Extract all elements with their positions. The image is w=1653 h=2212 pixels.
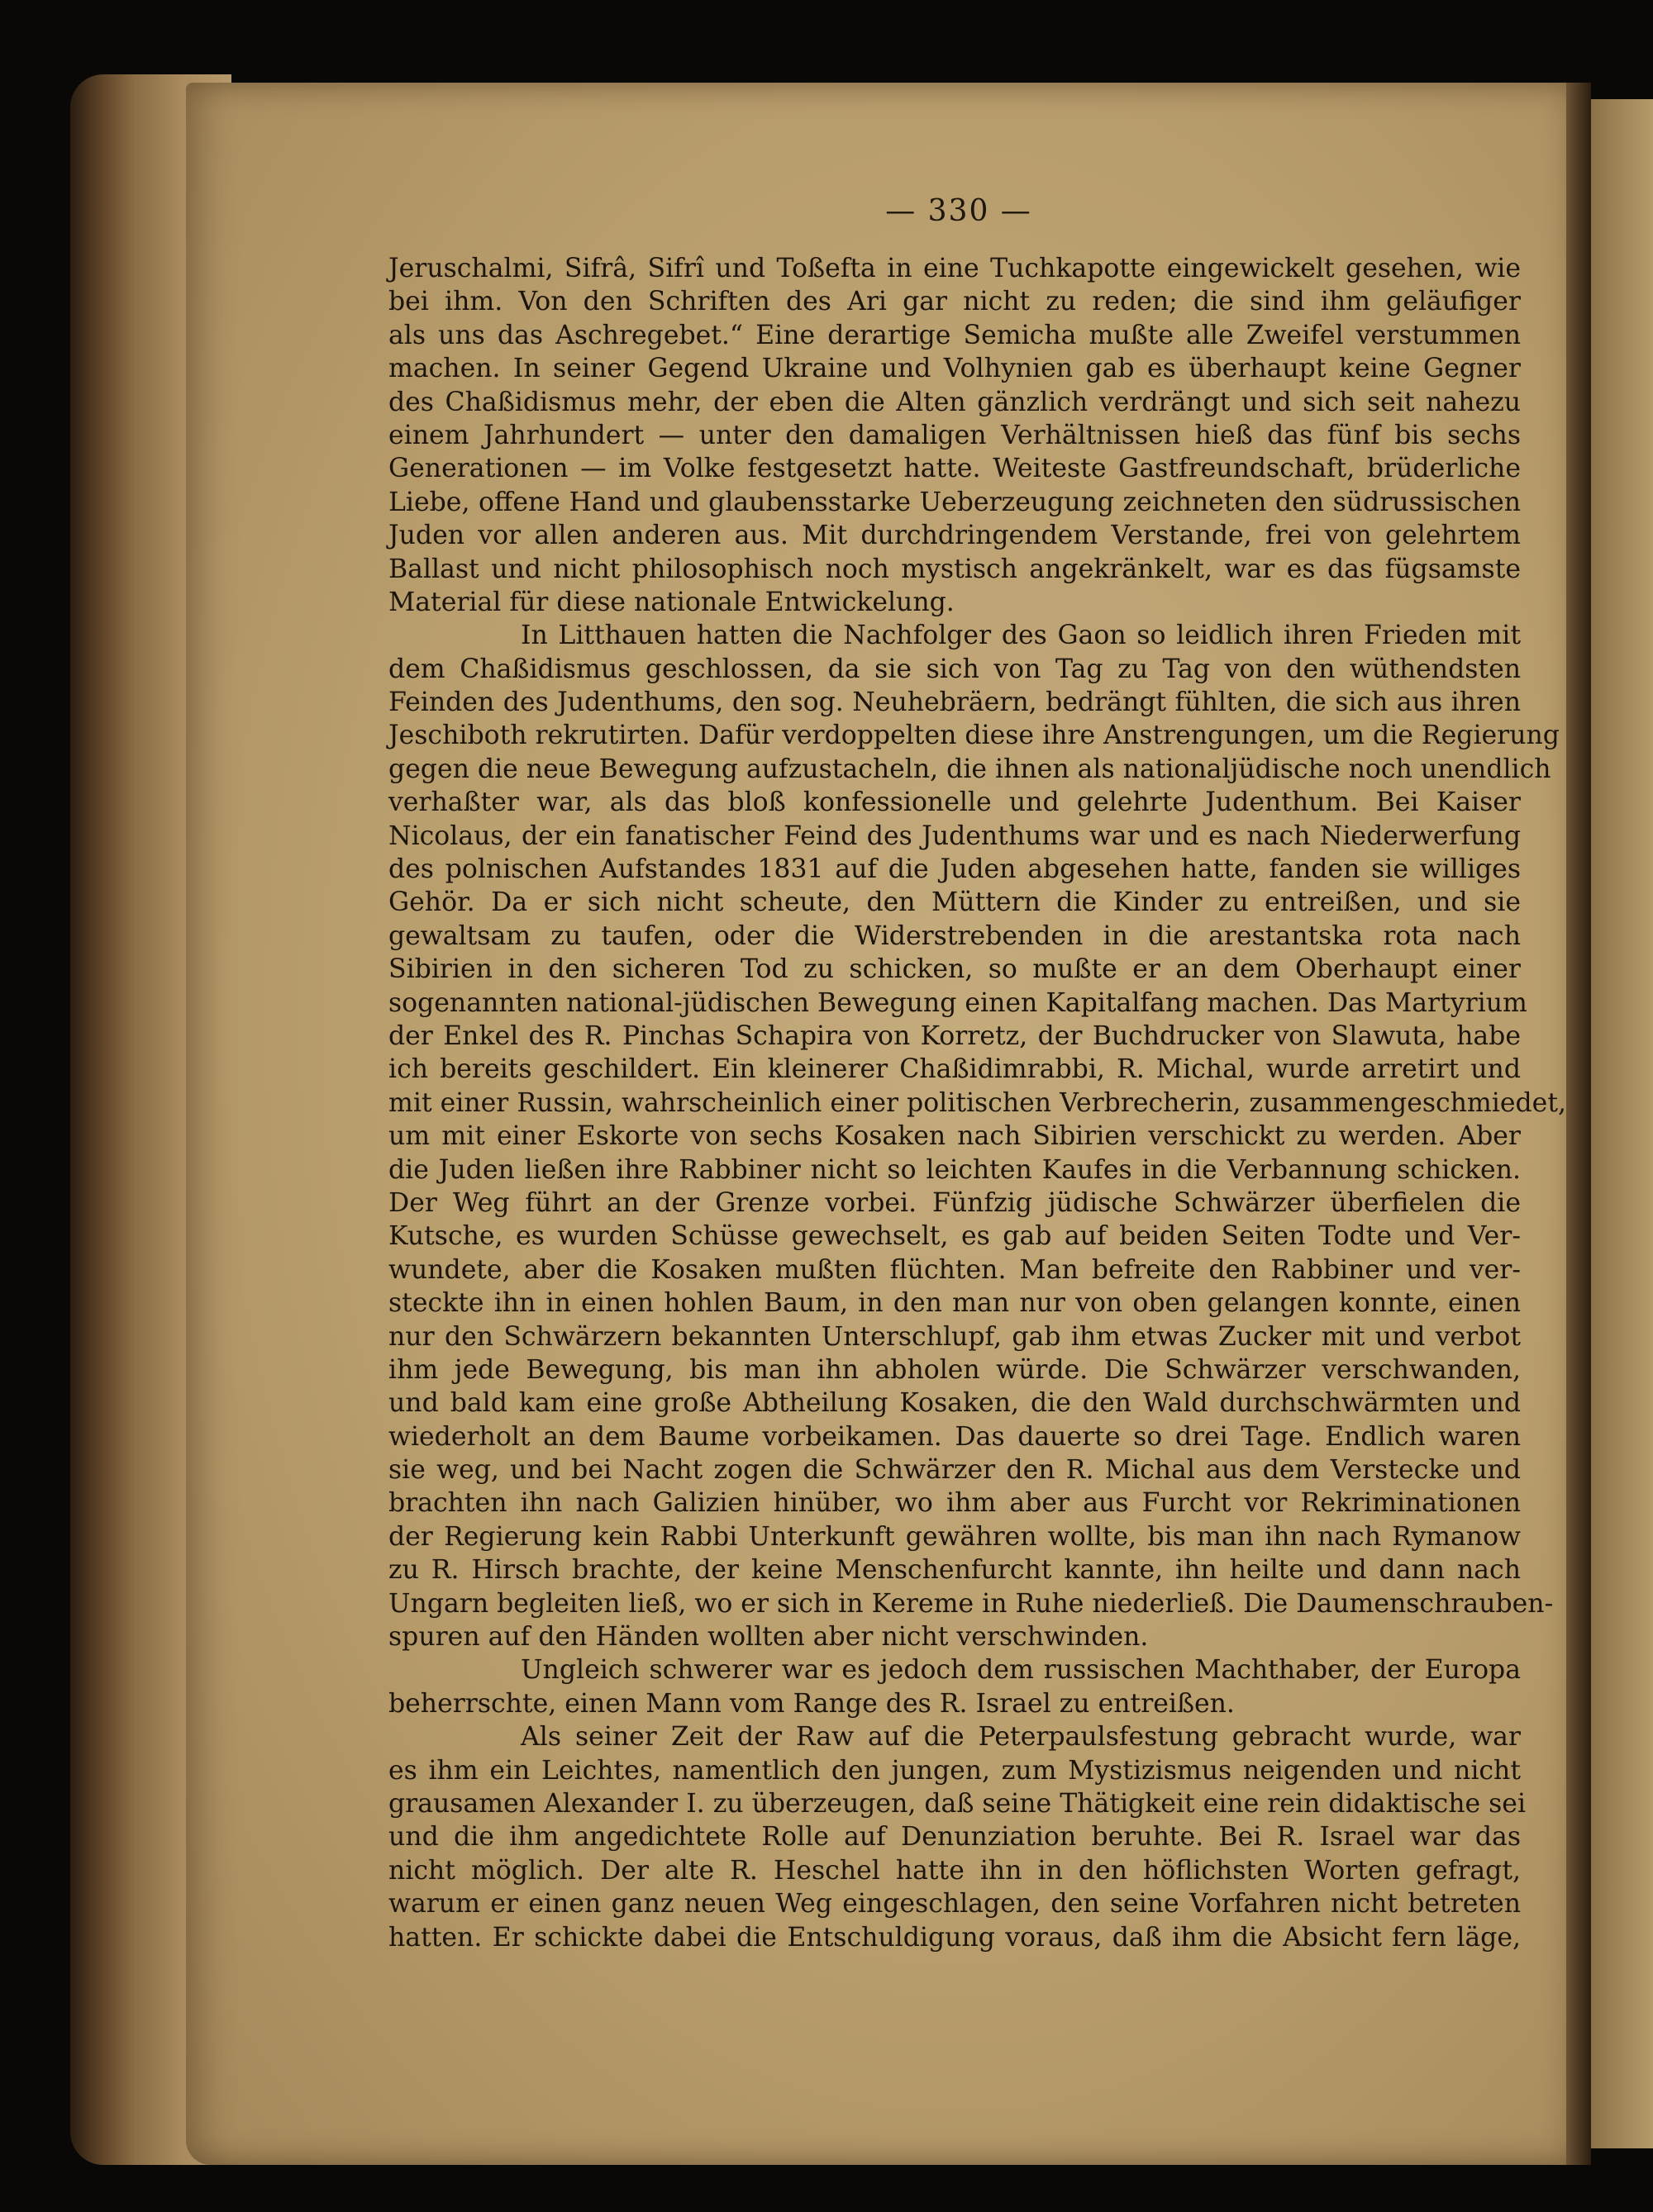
- text-line: grausamen Alexander I. zu überzeugen, daß seine Thätigkeit eine rein didaktische sei: [388, 1788, 1527, 1819]
- text-line: Als seiner Zeit der Raw auf die Peterpaulsfestung gebracht wurde, war: [521, 1722, 1521, 1753]
- text-line: hatten. Er schickte dabei die Entschuldigung voraus, daß ihm die Absicht fern läge,: [388, 1922, 1521, 1953]
- text-line: dem Chaßidismus geschlossen, da sie sich von Tag zu Tag von den wüthendsten: [388, 654, 1521, 684]
- text-line: um mit einer Eskorte von sechs Kosaken nach Sibirien verschickt zu werden. Aber: [388, 1121, 1521, 1152]
- text-line: spuren auf den Händen wollten aber nicht verschwinden.: [388, 1622, 1149, 1653]
- text-line: bei ihm. Von den Schriften des Ari gar nicht zu reden; die sind ihm geläufiger: [388, 287, 1521, 317]
- text-line: In Litthauen hatten die Nachfolger des Gaon so leidlich ihren Frieden mit: [521, 621, 1521, 651]
- text-line: und die ihm angedichtete Rolle auf Denunziation beruhte. Bei R. Israel war das: [388, 1822, 1521, 1853]
- text-line: gegen die neue Bewegung aufzustacheln, die ihnen als nationaljüdische noch unendlich: [388, 754, 1551, 784]
- text-line: Jeschiboth rekrutirten. Dafür verdoppelten diese ihre Anstrengungen, um die Regierung: [388, 721, 1560, 751]
- facing-page-edge: [1591, 99, 1653, 2148]
- text-line: es ihm ein Leichtes, namentlich den jungen, zum Mystizismus neigenden und nicht: [388, 1755, 1521, 1786]
- text-line: brachten ihn nach Galizien hinüber, wo ihm aber aus Furcht vor Rekriminationen: [388, 1488, 1521, 1519]
- text-line: verhaßter war, als das bloß konfessionelle und gelehrte Judenthum. Bei Kaiser: [388, 787, 1521, 818]
- body-text: [388, 252, 1566, 1954]
- text-line: mit einer Russin, wahrscheinlich einer politischen Verbrecherin, zusammengeschmiedet,: [388, 1087, 1566, 1118]
- text-line: Liebe, offene Hand und glaubensstarke Ueberzeugung zeichneten den südrussischen: [388, 487, 1521, 517]
- text-line: Material für diese nationale Entwickelung.: [388, 587, 955, 617]
- text-line: steckte ihn in einen hohlen Baum, in den man nur von oben gelangen konnte, einen: [388, 1288, 1521, 1319]
- text-line: der Enkel des R. Pinchas Schapira von Korretz, der Buchdrucker von Slawuta, habe: [388, 1020, 1521, 1051]
- page-number: — 330 —: [885, 194, 1032, 228]
- page-gutter: [1566, 83, 1591, 2165]
- text-line: einem Jahrhundert — unter den damaligen Verhältnissen hieß das fünf bis sechs: [388, 420, 1521, 450]
- text-line: nur den Schwärzern bekannten Unterschlupf, gab ihm etwas Zucker mit und verbot: [388, 1321, 1521, 1352]
- text-line: nicht möglich. Der alte R. Heschel hatte ihn in den höflichsten Worten gefragt,: [388, 1855, 1521, 1886]
- text-line: und bald kam eine große Abtheilung Kosaken, die den Wald durchschwärmten und: [388, 1388, 1521, 1419]
- text-line: die Juden ließen ihre Rabbiner nicht so leichten Kaufes in die Verbannung schicken.: [388, 1154, 1521, 1185]
- text-line: sogenannten national-jüdischen Bewegung einen Kapitalfang machen. Das Martyrium: [388, 987, 1527, 1018]
- text-line: als uns das Aschregebet.“ Eine derartige Semicha mußte alle Zweifel verstummen: [388, 320, 1521, 350]
- text-line: Ballast und nicht philosophisch noch mystisch angekränkelt, war es das fügsamste: [388, 554, 1521, 584]
- text-line: ihm jede Bewegung, bis man ihn abholen würde. Die Schwärzer verschwanden,: [388, 1354, 1521, 1385]
- text-line: zu R. Hirsch brachte, der keine Menschenfurcht kannte, ihn heilte und dann nach: [388, 1555, 1521, 1586]
- text-line: sie weg, und bei Nacht zogen die Schwärzer den R. Michal aus dem Verstecke und: [388, 1455, 1521, 1486]
- text-line: Ungleich schwerer war es jedoch dem russischen Machthaber, der Europa: [521, 1655, 1521, 1686]
- text-line: ich bereits geschildert. Ein kleinerer Chaßidimrabbi, R. Michal, wurde arretirt und: [388, 1054, 1521, 1085]
- text-line: Kutsche, es wurden Schüsse gewechselt, es gab auf beiden Seiten Todte und Ver-: [388, 1221, 1521, 1252]
- text-line: Juden vor allen anderen aus. Mit durchdringendem Verstande, frei von gelehrtem: [388, 521, 1521, 551]
- text-line: machen. In seiner Gegend Ukraine und Volhynien gab es überhaupt keine Gegner: [388, 354, 1521, 384]
- text-line: beherrschte, einen Mann vom Range des R. Israel zu entreißen.: [388, 1688, 1235, 1719]
- text-line: Sibirien in den sicheren Tod zu schicken, so mußte er an dem Oberhaupt einer: [388, 954, 1521, 985]
- text-line: Gehör. Da er sich nicht scheute, den Müttern die Kinder zu entreißen, und sie: [388, 887, 1521, 918]
- text-line: Nicolaus, der ein fanatischer Feind des Judenthums war und es nach Niederwerfung: [388, 821, 1521, 851]
- text-line: gewaltsam zu taufen, oder die Widerstrebenden in die arestantska rota nach: [388, 920, 1521, 951]
- text-line: wiederholt an dem Baume vorbeikamen. Das dauerte so drei Tage. Endlich waren: [388, 1421, 1521, 1452]
- text-line: warum er einen ganz neuen Weg eingeschlagen, den seine Vorfahren nicht betreten: [388, 1889, 1521, 1919]
- text-line: der Regierung kein Rabbi Unterkunft gewähren wollte, bis man ihn nach Rymanow: [388, 1521, 1521, 1552]
- text-line: Generationen — im Volke festgesetzt hatte. Weiteste Gastfreundschaft, brüderliche: [388, 454, 1521, 484]
- text-line: Der Weg führt an der Grenze vorbei. Fünfzig jüdische Schwärzer überfielen die: [388, 1187, 1521, 1218]
- text-line: Jeruschalmi, Sifrâ, Sifrî und Toßefta in eine Tuchkapotte eingewickelt gesehen, wie: [388, 254, 1521, 283]
- text-line: Ungarn begleiten ließ, wo er sich in Kereme in Ruhe niederließ. Die Daumenschrauben-: [388, 1588, 1554, 1619]
- text-line: wundete, aber die Kosaken mußten flüchten. Man befreite den Rabbiner und ver-: [388, 1254, 1521, 1285]
- text-line: des Chaßidismus mehr, der eben die Alten gänzlich verdrängt und sich seit nahezu: [388, 387, 1521, 417]
- text-line: des polnischen Aufstandes 1831 auf die Juden abgesehen hatte, fanden sie williges: [388, 854, 1521, 885]
- text-line: Feinden des Judenthums, den sog. Neuhebräern, bedrängt fühlten, die sich aus ihren: [388, 687, 1521, 718]
